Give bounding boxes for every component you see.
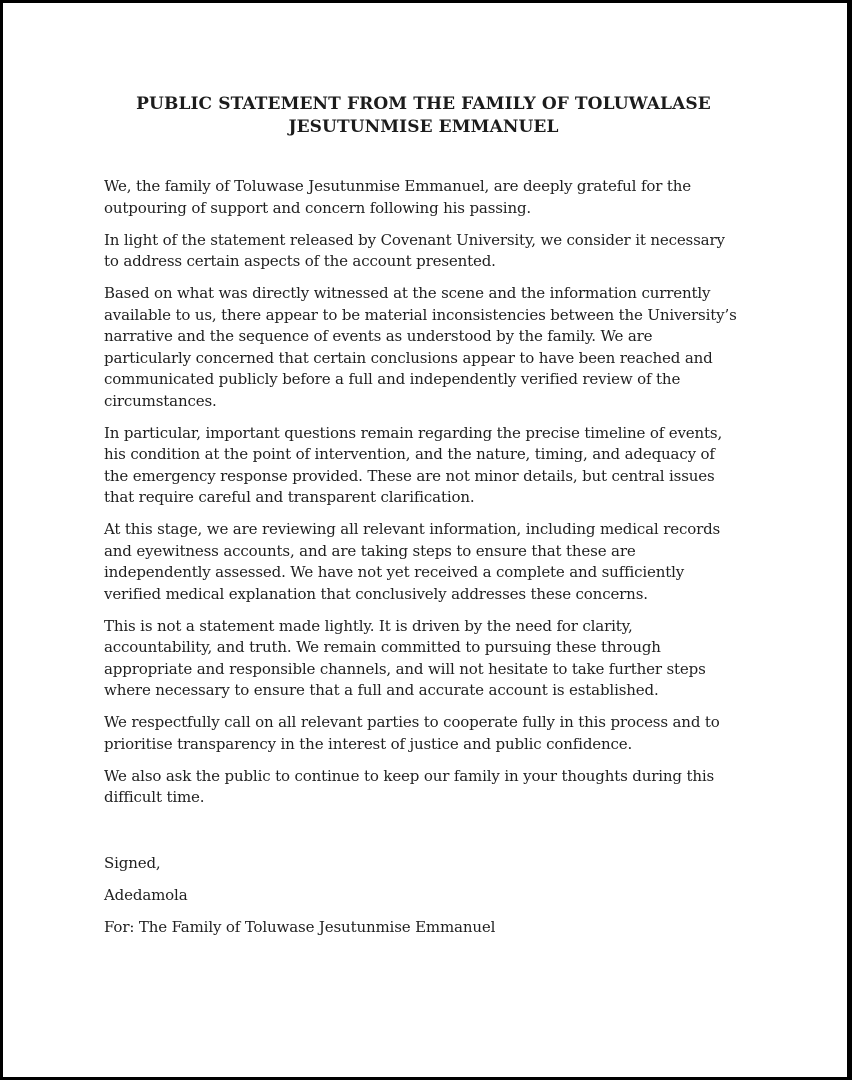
paragraph-reviewing-information: At this stage, we are reviewing all relevant information, including medical records and eyewitness accounts, and are taking steps to ensure that these are independently assessed. We have not yet received a complete and sufficiently verified medical explanation that conclusively addresses these concerns.: [104, 520, 721, 603]
statement-content: [3, 3, 847, 938]
signed-label: Signed,: [104, 853, 161, 872]
statement-body: [104, 176, 743, 809]
paragraph-public-request: We also ask the public to continue to keep our family in your thoughts during this difficult time.: [104, 766, 715, 806]
paragraph-call-to-cooperate: We respectfully call on all relevant parties to cooperate fully in this process and to prioritise transparency in the interest of justice and public confidence.: [104, 713, 720, 753]
signatory-name: Adedamola: [104, 885, 188, 904]
signatory-on-behalf-of: For: The Family of Toluwase Jesutunmise Emmanuel: [104, 917, 496, 936]
page-title: PUBLIC STATEMENT FROM THE FAMILY OF TOLUWALASE JESUTUNMISE EMMANUEL: [136, 94, 711, 137]
paragraph-inconsistencies: Based on what was directly witnessed at the scene and the information currently available to us, there appear to be material inconsistencies between the University’s narrative and the sequence of events as understood by the family. We are particularly concerned that certain conclusions appear to have been reached and communicated publicly before a full and independently verified review of the circumstances.: [104, 284, 737, 410]
paragraph-university-statement: In light of the statement released by Covenant University, we consider it necessary to address certain aspects of the account presented.: [104, 230, 725, 270]
paragraph-open-questions: In particular, important questions remain regarding the precise timeline of events, his condition at the point of intervention, and the nature, timing, and adequacy of the emergency response provided. These are not minor details, but central issues that require careful and transparent clarification.: [104, 423, 723, 506]
signature-block: [104, 853, 743, 939]
paragraph-accountability: This is not a statement made lightly. It is driven by the need for clarity, accountability, and truth. We remain committed to pursuing these through appropriate and responsible channels, and will not hesitate to take further steps where necessary to ensure that a full and accurate account is established.: [104, 616, 706, 699]
paragraph-gratitude: We, the family of Toluwase Jesutunmise Emmanuel, are deeply grateful for the outpouring of support and concern following his passing.: [104, 177, 691, 217]
